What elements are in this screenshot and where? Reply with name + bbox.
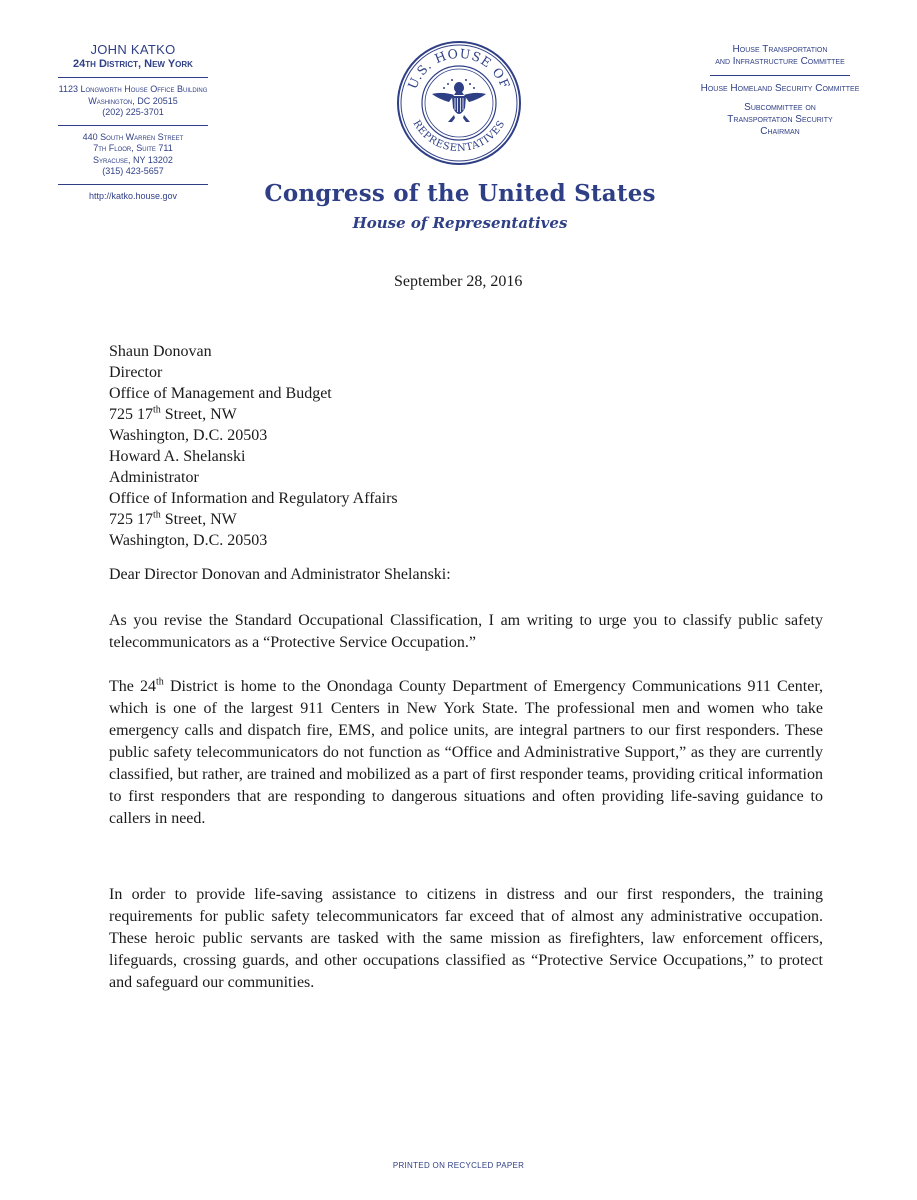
dc-office-phone: (202) 225-3701	[102, 107, 164, 117]
subcommittee-line: Subcommittee on	[744, 102, 816, 113]
recipient-street: 725 17th Street, NW	[109, 404, 237, 423]
letter-date: September 28, 2016	[394, 273, 523, 290]
recipient-title: Administrator	[109, 469, 199, 486]
district-office-line: 440 South Warren Street	[82, 131, 184, 142]
divider	[58, 125, 208, 126]
divider	[710, 75, 850, 76]
district-office-phone: (315) 423-5657	[102, 166, 164, 176]
committee-line: House Homeland Security Committee	[700, 83, 860, 94]
member-name: JOHN KATKO	[90, 42, 176, 57]
letterhead-title: Congress of the United States	[264, 180, 656, 207]
recipient-city: Washington, D.C. 20503	[109, 532, 268, 549]
body-paragraph: As you revise the Standard Occupational Classification, I am writing to urge you to classify public safety telecommunicators as a “Protective Service Occupation.”	[109, 612, 823, 651]
member-district: 24th District, New York	[73, 58, 193, 70]
body-paragraph: In order to provide life-saving assistance to citizens in distress and our first responders, the training requirements for public safety telecommunicators far exceed that of almost any administrative occupation. These heroic public servants are tasked with the same mission as firefighters, law enforcement officers, lifeguards, crossing guards, and other occupations classified as “Protective Service Occupations,” to protect and safeguard our communities.	[109, 886, 823, 991]
dc-office-line: Washington, DC 20515	[88, 95, 178, 106]
district-office-line: Syracuse, NY 13202	[93, 154, 173, 165]
recipient-address	[109, 341, 332, 446]
salutation: Dear Director Donovan and Administrator Shelanski:	[109, 566, 451, 583]
svg-text:U.S. HOUSE OF: U.S. HOUSE OF	[404, 45, 514, 92]
divider	[58, 77, 208, 78]
recipient-address	[109, 446, 398, 551]
recipient-office: Office of Management and Budget	[109, 385, 332, 402]
svg-text:REPRESENTATIVES: REPRESENTATIVES	[410, 118, 508, 155]
website-link[interactable]: http://katko.house.gov	[88, 190, 178, 201]
recipient-name: Howard A. Shelanski	[109, 448, 246, 465]
recipient-office: Office of Information and Regulatory Affairs	[109, 490, 398, 507]
recipient-title: Director	[109, 364, 163, 381]
committee-line: House Transportation	[732, 44, 828, 55]
recipient-city: Washington, D.C. 20503	[109, 427, 268, 444]
body-paragraph: The 24th District is home to the Onondaga County Department of Emergency Communications 911 Center, which is one of the largest 911 Centers in New York State. The professional men and women who take emergency calls and dispatch fire, EMS, and police units, are integral partners to our first responders. These public safety telecommunicators do not function as “Office and Administrative Support,” as they are currently classified, but rather, are trained and mobilized as a part of first responder teams, providing critical information to first responders that are responding to dangerous situations and often providing life-saving guidance to callers in need.	[109, 676, 824, 827]
recipient-street: 725 17th Street, NW	[109, 509, 237, 528]
member-info-block	[38, 42, 228, 202]
committee-line: and Infrastructure Committee	[715, 56, 845, 67]
letterhead-subtitle: House of Representatives	[352, 214, 568, 232]
committees-block	[660, 44, 900, 138]
subcommittee-line: Transportation Security	[727, 114, 833, 125]
subcommittee-line: Chairman	[760, 126, 800, 137]
district-office-line: 7th Floor, Suite 711	[93, 143, 173, 153]
recipient-name: Shaun Donovan	[109, 343, 212, 360]
dc-office-line: 1123 Longworth House Office Building	[58, 84, 208, 94]
house-seal-icon	[396, 40, 522, 166]
divider	[58, 184, 208, 185]
recycled-paper-footer: PRINTED ON RECYCLED PAPER	[392, 1161, 525, 1170]
